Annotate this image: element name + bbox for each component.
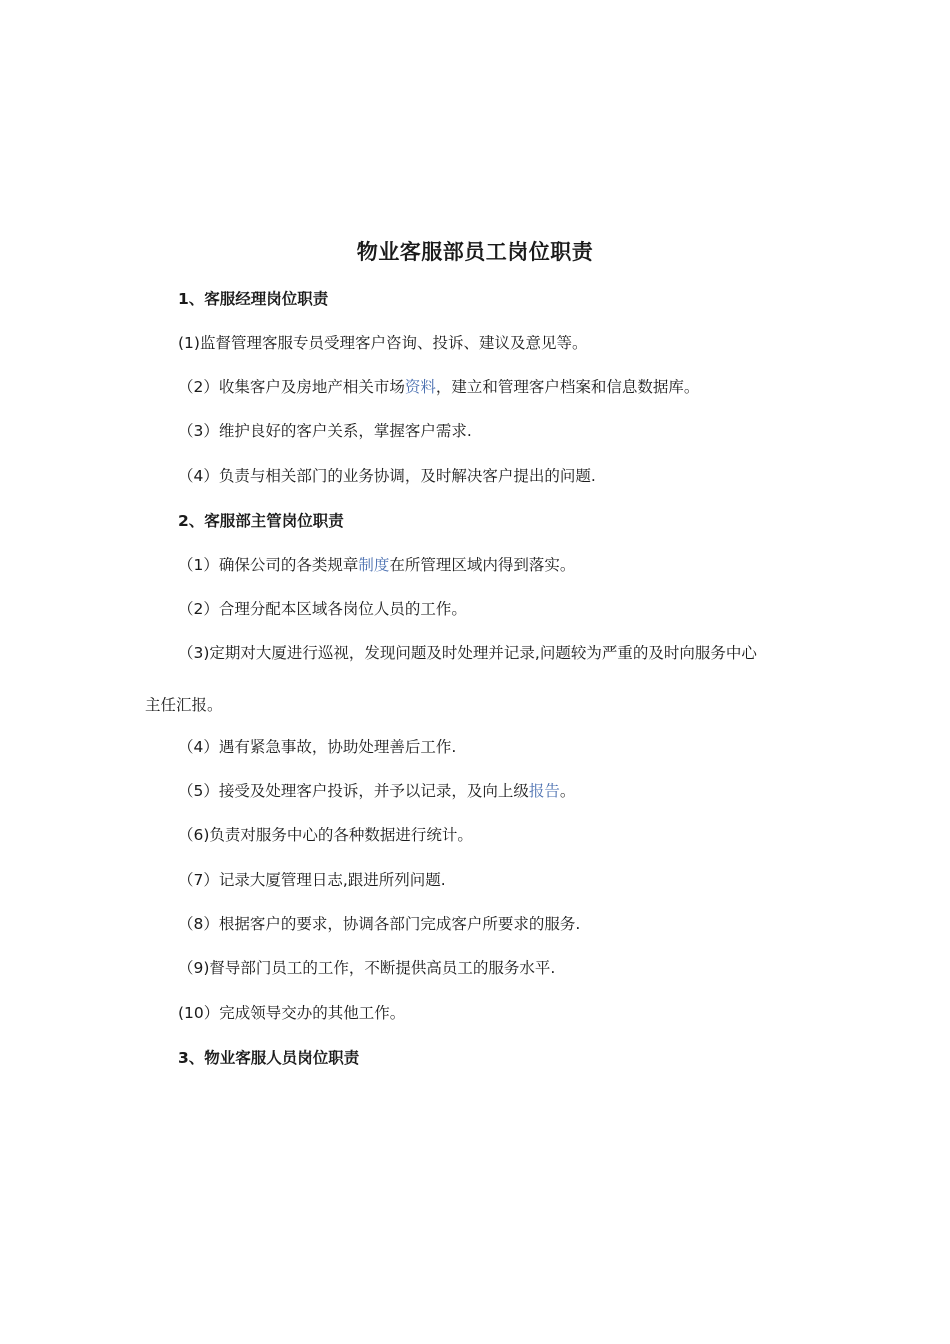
section-heading: 3、物业客服人员岗位职责 <box>178 1049 360 1067</box>
list-item-text: （2）收集客户及房地产相关市场 <box>178 378 405 396</box>
document-title: 物业客服部员工岗位职责 <box>356 240 594 264</box>
link-ziliao[interactable]: 资料 <box>404 378 436 396</box>
list-item-text: 在所管理区域内得到落实。 <box>389 556 576 574</box>
list-item: (10）完成领导交办的其他工作。 <box>178 1004 406 1022</box>
list-item: （4）负责与相关部门的业务协调，及时解决客户提出的问题. <box>178 467 596 485</box>
list-item: （4）遇有紧急事故，协助处理善后工作. <box>178 738 457 756</box>
list-item: （6)负责对服务中心的各种数据进行统计。 <box>178 826 473 844</box>
list-item: （7）记录大厦管理日志,跟进所列问题. <box>178 871 446 889</box>
list-item: （9)督导部门员工的工作，不断提供高员工的服务水平. <box>178 959 556 977</box>
list-item: （3)定期对大厦进行巡视，发现问题及时处理并记录,问题较为严重的及时向服务中心 <box>178 644 757 662</box>
list-item: (1)监督管理客服专员受理客户咨询、投诉、建议及意见等。 <box>178 334 588 352</box>
list-item-text: （5）接受及处理客户投诉，并予以记录，及向上级 <box>178 782 529 800</box>
section-heading: 1、客服经理岗位职责 <box>178 290 329 308</box>
link-baogao[interactable]: 报告 <box>528 782 560 800</box>
link-zhidu[interactable]: 制度 <box>358 556 390 574</box>
section-heading: 2、客服部主管岗位职责 <box>178 512 344 530</box>
list-item: （8）根据客户的要求，协调各部门完成客户所要求的服务. <box>178 915 581 933</box>
list-item: （2）合理分配本区域各岗位人员的工作。 <box>178 600 467 618</box>
list-item-continuation: 主任汇报。 <box>145 696 223 714</box>
list-item <box>178 376 699 398</box>
list-item-text: 。 <box>559 782 576 800</box>
list-item: （3）维护良好的客户关系，掌握客户需求. <box>178 422 472 440</box>
list-item-text: ，建立和管理客户档案和信息数据库。 <box>435 378 700 396</box>
list-item-text: （1）确保公司的各类规章 <box>178 556 359 574</box>
list-item <box>178 780 575 802</box>
list-item <box>178 554 575 576</box>
